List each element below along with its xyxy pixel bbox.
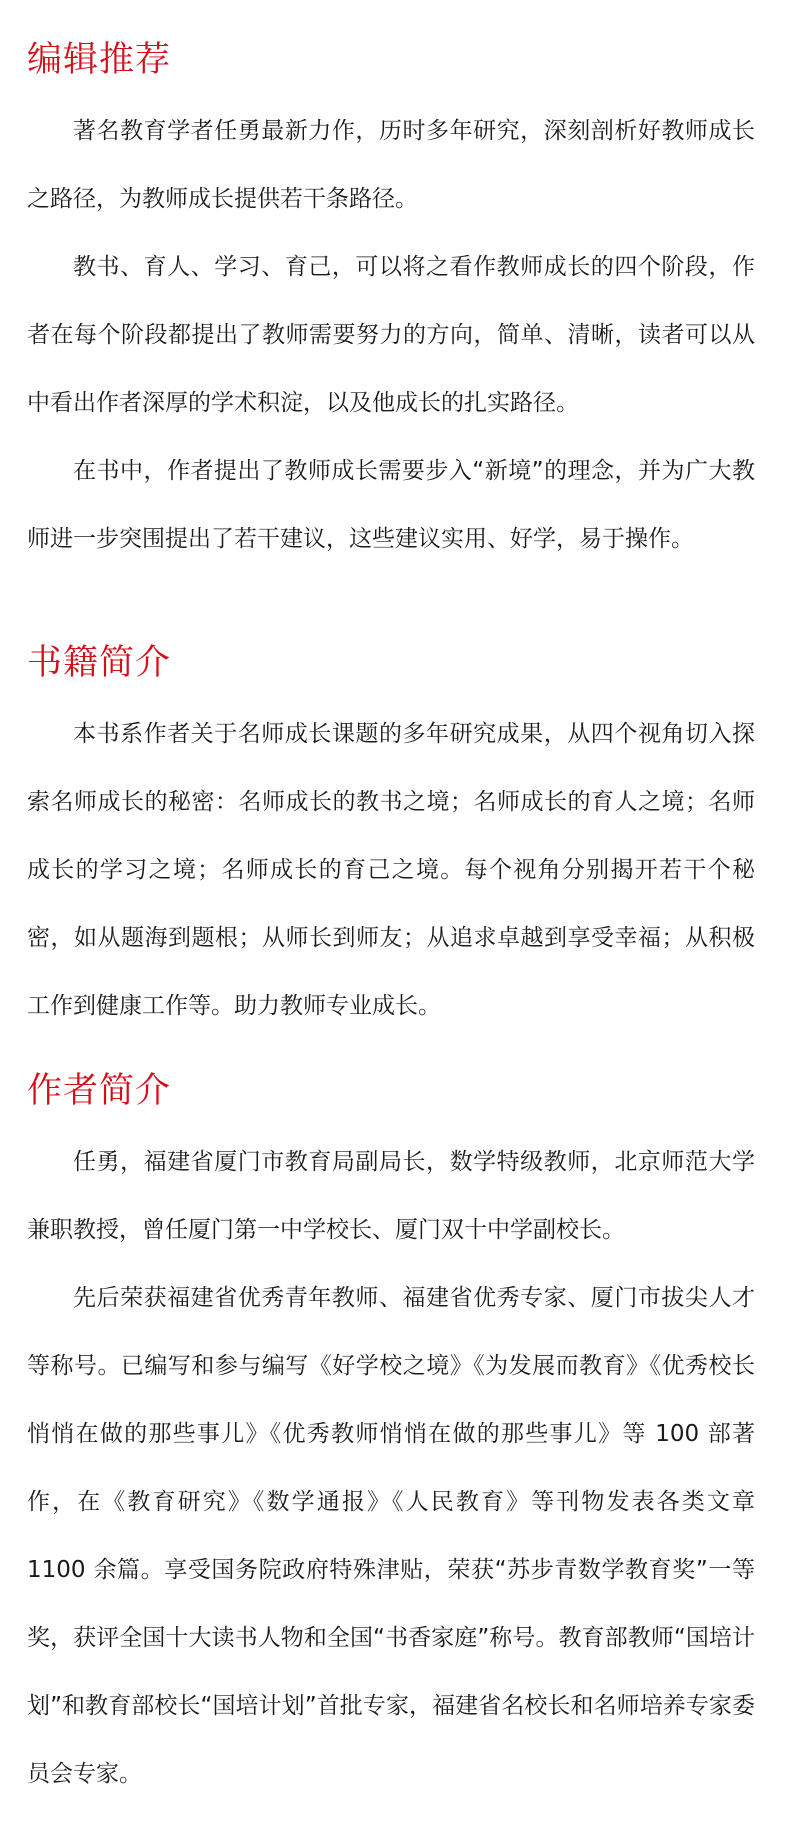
paragraph: 本书系作者关于名师成长课题的多年研究成果，从四个视角切入探索名师成长的秘密：名师成长的教书之境；名师成长的育人之境；名师成长的学习之境；名师成长的育己之境。每个视角分别揭开若干个秘密，如从题海到题根；从师长到师友；从追求卓越到享受幸福；从积极工作到健康工作等。助力教师专业成长。 [27,721,755,1019]
paragraph: 教书、育人、学习、育己，可以将之看作教师成长的四个阶段，作者在每个阶段都提出了教师需要努力的方向，简单、清晰，读者可以从中看出作者深厚的学术积淀，以及他成长的扎实路径。 [27,254,755,416]
editor-recommendation-section [27,0,755,573]
paragraph: 任勇，福建省厦门市教育局副局长，数学特级教师，北京师范大学兼职教授，曾任厦门第一中学校长、厦门双十中学副校长。 [27,1149,755,1243]
section-heading-author-introduction: 作者简介 [27,1071,172,1111]
paragraph: 先后荣获福建省优秀青年教师、福建省优秀专家、厦门市拔尖人才等称号。已编写和参与编写《好学校之境》《为发展而教育》《优秀校长悄悄在做的那些事儿》《优秀教师悄悄在做的那些事儿》等 100 部著作，在《教育研究》《数学通报》《人民教育》等刊物发表各类文章 1100 余篇。享受国务院政府特殊津贴，荣获“苏步青数学教育奖”一等奖，获评全国十大读书人物和全国“书香家庭”称号。教育部教师“国培计划”和教育部校长“国培计划”首批专家，福建省名校长和名师培养专家委员会专家。 [27,1285,755,1787]
author-introduction-section [27,1040,755,1808]
book-introduction-section [27,573,755,1040]
section-heading-editor-recommendation: 编辑推荐 [27,40,172,80]
section-heading-book-introduction: 书籍简介 [27,643,172,683]
paragraph: 著名教育学者任勇最新力作，历时多年研究，深刻剖析好教师成长之路径，为教师成长提供若干条路径。 [27,118,755,212]
paragraph: 在书中，作者提出了教师成长需要步入“新境”的理念，并为广大教师进一步突围提出了若干建议，这些建议实用、好学，易于操作。 [27,458,755,552]
